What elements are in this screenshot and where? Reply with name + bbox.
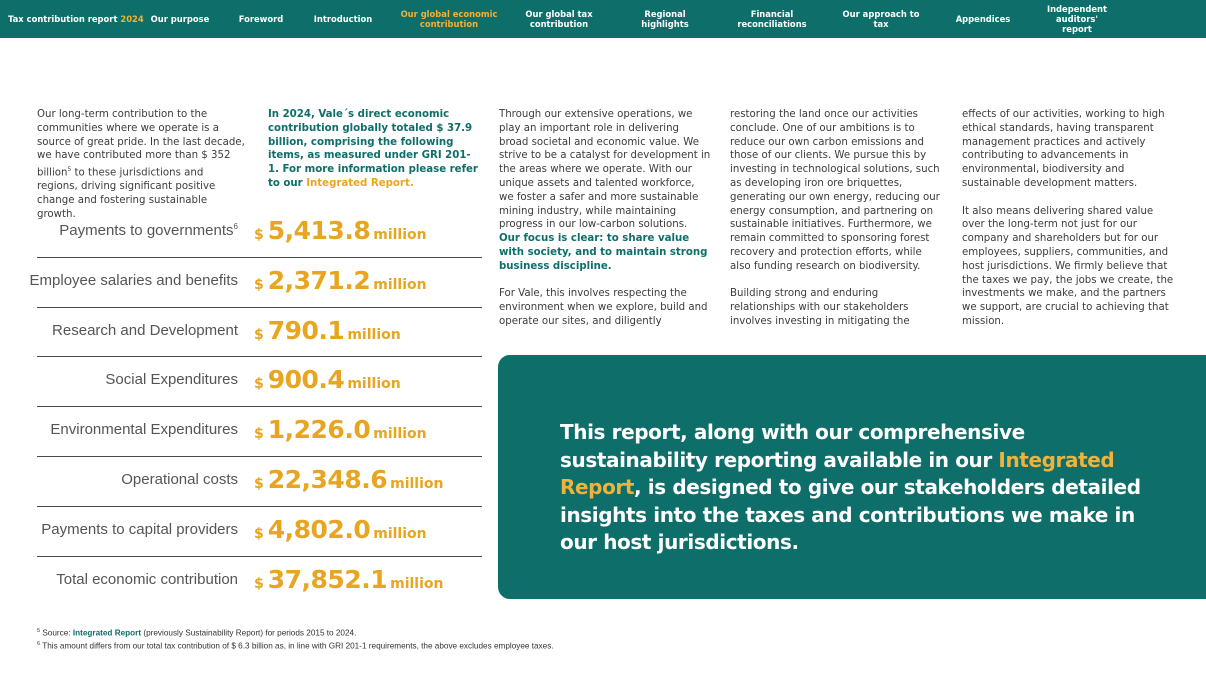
summary-column: [268, 108, 478, 191]
stat-value: $ 900.4 million: [254, 365, 401, 395]
summary-paragraph: [268, 108, 478, 191]
nav-item-financial-reconciliations[interactable]: Financial reconciliations: [737, 9, 807, 29]
nav-item-introduction[interactable]: Introduction: [313, 14, 373, 24]
stat-label: Social Expenditures: [105, 371, 238, 389]
stat-value: $ 5,413.8 million: [254, 216, 427, 245]
stat-label: Environmental Expenditures: [50, 421, 238, 439]
stat-row-employee-salaries: [29, 258, 482, 308]
operations-paragraph-1: [499, 108, 711, 274]
stat-label: Employee salaries and benefits: [29, 271, 238, 289]
stat-row-environmental-expenditures: [37, 407, 482, 457]
nav-item-foreword[interactable]: Foreword: [238, 14, 284, 24]
nav-item-regional-highlights[interactable]: Regional highlights: [641, 9, 689, 29]
stat-row-total-economic-contribution: [37, 557, 482, 607]
nav-brand-title: Tax contribution report: [8, 14, 118, 24]
nav-item-independent-auditors-report[interactable]: Independent auditors' report: [1046, 4, 1108, 34]
stat-label: Payments to governments$^6$: [59, 222, 238, 239]
footnote-5-text: (previously Sustainability Report) for periods 2015 to 2024.: [141, 628, 357, 638]
stat-row-operational-costs: [37, 457, 482, 507]
callout-text: [560, 419, 1160, 557]
callout-integrated-report-link[interactable]: Integrated Report: [560, 447, 1115, 499]
operations-paragraph-2: For Vale, this involves respecting the environment when we explore, build and operate our sites, and diligently: [499, 288, 708, 327]
top-navigation: [0, 0, 1206, 38]
footnote-integrated-report-link[interactable]: Integrated Report: [72, 628, 142, 638]
stat-label: Operational costs: [121, 470, 238, 488]
economic-contribution-list: [29, 208, 482, 606]
footnotes: [37, 626, 937, 651]
footnote-6-marker: 6: [37, 640, 41, 647]
intro-paragraph: [37, 108, 247, 222]
stakeholders-paragraph-1: effects of our activities, working to high ethical standards, having transparent management practices and actively contributing to advancements in environmental, biodiversity and sustainable development matters.: [962, 109, 1165, 189]
page-number: 9: [1183, 29, 1190, 40]
stat-row-research-development: [37, 308, 482, 358]
callout-text-a: This report, along with our comprehensive sustainability reporting available in our: [560, 420, 1025, 472]
nav-item-appendices[interactable]: Appendices: [955, 14, 1011, 24]
stat-value: $ 2,371.2 million: [254, 265, 427, 295]
nav-item-global-economic-contribution[interactable]: Our global economic contribution: [400, 9, 498, 29]
stat-value: $ 4,802.0 million: [254, 514, 427, 544]
intro-text-b: to these jurisdictions and regions, driving significant positive change and fostering sustainable growth.: [37, 167, 216, 220]
stat-value: $ 37,852.1 million: [254, 564, 444, 594]
footnote-5-prefix: Source:: [40, 628, 73, 638]
stat-label: Total economic contribution: [56, 570, 238, 588]
stat-label: Research and Development: [52, 321, 238, 339]
footnote-6-text: This amount differs from our total tax contribution of $ 6.3 billion as, in line with GRI 201-1 requirements, the above excludes employee taxes.: [40, 641, 554, 651]
stakeholders-paragraph-2: It also means delivering shared value over the long-term not just for our company and shareholders but for our employees, suppliers, communities, and host jurisdictions. We firmly believe that the taxes we pay, the jobs we create, the investments we make, and the partners we support, are crucial to achieving that mission.: [962, 205, 1174, 327]
nav-item-our-purpose[interactable]: Our purpose: [150, 14, 210, 24]
intro-text-a: Our long-term contribution to the communities where we operate is a source of great pride. In the last decade, we have contributed more than $ 352 billion: [37, 109, 245, 179]
operations-column: [499, 108, 711, 329]
footnote-5-marker: 5: [37, 628, 41, 634]
footnote-ref-6[interactable]: 6: [233, 222, 238, 231]
integrated-report-link[interactable]: Integrated Report.: [306, 177, 414, 189]
callout-text-b: , is designed to give our stakeholders detailed insights into the taxes and contributions we make in our host jurisdictions.: [560, 475, 1141, 554]
intro-column: [37, 108, 247, 222]
footnote-ref-5[interactable]: 5: [67, 166, 72, 174]
nav-brand-year: 2024: [120, 14, 144, 24]
stat-label: Payments to capital providers: [41, 520, 238, 538]
nav-item-approach-to-tax[interactable]: Our approach to tax: [842, 9, 920, 29]
nav-item-global-tax-contribution[interactable]: Our global tax contribution: [525, 9, 593, 29]
operations-text: Through our extensive operations, we play an important role in delivering broad societal and economic value. We strive to be a catalyst for development in the areas where we operate. With our unique assets and talented workforce, we foster a safer and more sustainable mining industry, while maintaining progress in our low-carbon solutions.: [499, 109, 711, 231]
environment-paragraph-1: restoring the land once our activities conclude. One of our ambitions is to reduce our own carbon emissions and those of our clients. We pursue this by investing in technological solutions, such as developing iron ore briquettes, generating our own energy, reducing our energy consumption, and partnering on sustainable initiatives. Furthermore, we remain committed to sponsoring forest recovery and protection efforts, while also funding research on biodiversity.: [730, 109, 940, 272]
environment-paragraph-2: Building strong and enduring relationships with our stakeholders involves investing in mitigating the: [730, 288, 910, 327]
focus-statement: Our focus is clear: to share value with society, and to maintain strong business discipline.: [499, 233, 708, 272]
footnote-5: [37, 626, 937, 639]
stakeholders-column: [962, 108, 1174, 329]
stat-value: $ 790.1 million: [254, 315, 401, 345]
stat-row-payments-to-governments: [37, 208, 482, 258]
environment-column: [730, 108, 942, 329]
callout-panel: [498, 355, 1206, 599]
stat-row-social-expenditures: [37, 357, 482, 407]
nav-curve-decoration: [1140, 0, 1206, 40]
stat-value: $ 1,226.0 million: [254, 415, 427, 445]
stat-row-payments-to-capital-providers: [37, 507, 482, 557]
nav-brand[interactable]: [8, 0, 144, 38]
summary-text: In 2024, Vale´s direct economic contribution globally totaled $ 37.9 billion, comprising the following items, as measured under GRI 201-1. For more information please refer to our: [268, 109, 478, 189]
footnote-6: [37, 639, 937, 652]
stat-value: $ 22,348.6 million: [254, 464, 444, 494]
